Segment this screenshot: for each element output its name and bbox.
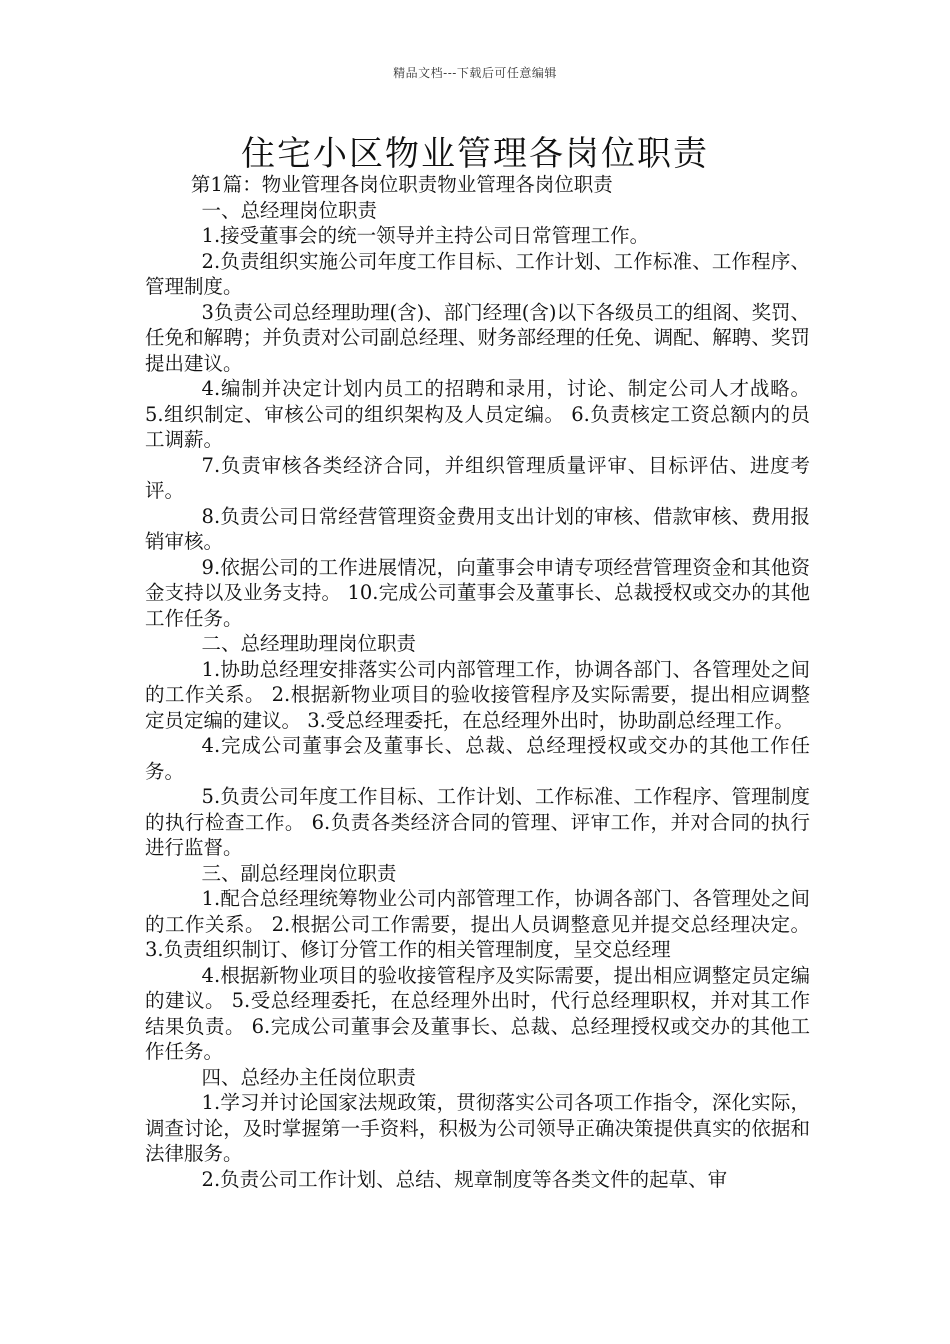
document-subtitle: 第1篇：物业管理各岗位职责物业管理各岗位职责 xyxy=(190,173,613,196)
section-heading: 四、总经办主任岗位职责 xyxy=(201,1065,417,1089)
paragraph: 7.负责审核各类经济合同，并组织管理质量评审、目标评估、进度考评。 xyxy=(145,453,810,502)
paragraph: 8.负责公司日常经营管理资金费用支出计划的审核、借款审核、费用报销审核。 xyxy=(145,504,810,553)
paragraph: 9.依据公司的工作进展情况，向董事会申请专项经营管理资金和其他资金支持以及业务支持。 10.完成公司董事会及董事长、总裁授权或交办的其他工作任务。 xyxy=(145,555,810,630)
paragraph: 4.完成公司董事会及董事长、总裁、总经理授权或交办的其他工作任务。 xyxy=(145,734,810,783)
paragraph: 2.负责公司工作计划、总结、规章制度等各类文件的起草、审 xyxy=(201,1167,728,1191)
paragraph: 4.编制并决定计划内员工的招聘和录用，讨论、制定公司人才战略。 5.组织制定、审核公司的组织架构及人员定编。 6.负责核定工资总额内的员工调薪。 xyxy=(145,377,810,451)
document-title: 住宅小区物业管理各岗位职责 xyxy=(241,134,709,174)
paragraph: 1.配合总经理统筹物业公司内部管理工作，协调各部门、各管理处之间的工作关系。 2.根据公司工作需要，提出人员调整意见并提交总经理决定。 3.负责组织制订、修订分管工作的相关管理制度，呈交总经理 xyxy=(145,887,810,961)
section-heading: 三、副总经理岗位职责 xyxy=(201,861,397,885)
paragraph: 1.学习并讨论国家法规政策，贯彻落实公司各项工作指令，深化实际，调查讨论，及时掌握第一手资料，积极为公司领导正确决策提供真实的依据和法律服务。 xyxy=(145,1091,810,1165)
paragraph: 2.负责组织实施公司年度工作目标、工作计划、工作标准、工作程序、管理制度。 xyxy=(145,249,810,298)
paragraph: 3负责公司总经理助理(含)、部门经理(含)以下各级员工的组阁、奖罚、任免和解聘；并负责对公司副总经理、财务部经理的任免、调配、解聘、奖罚提出建议。 xyxy=(145,300,810,375)
paragraph: 4.根据新物业项目的验收接管程序及实际需要，提出相应调整定员定编的建议。 5.受总经理委托，在总经理外出时，代行总经理职权，并对其工作结果负责。 6.完成公司董事会及董事长、总裁、总经理授权或交办的其他工作任务。 xyxy=(145,963,810,1063)
header-watermark: 精品文档---下载后可任意编辑 xyxy=(393,66,557,80)
paragraph: 1.协助总经理安排落实公司内部管理工作，协调各部门、各管理处之间的工作关系。 2.根据新物业项目的验收接管程序及实际需要，提出相应调整定员定编的建议。 3.受总经理委托，在总经理外出时，协助副总经理工作。 xyxy=(145,657,810,732)
section-heading: 二、总经理助理岗位职责 xyxy=(201,632,417,655)
paragraph: 1.接受董事会的统一领导并主持公司日常管理工作。 xyxy=(201,224,650,247)
section-heading: 一、总经理岗位职责 xyxy=(201,198,378,222)
document-body xyxy=(145,172,810,1192)
paragraph: 5.负责公司年度工作目标、工作计划、工作标准、工作程序、管理制度的执行检查工作。 6.负责各类经济合同的管理、评审工作，并对合同的执行进行监督。 xyxy=(145,785,810,859)
